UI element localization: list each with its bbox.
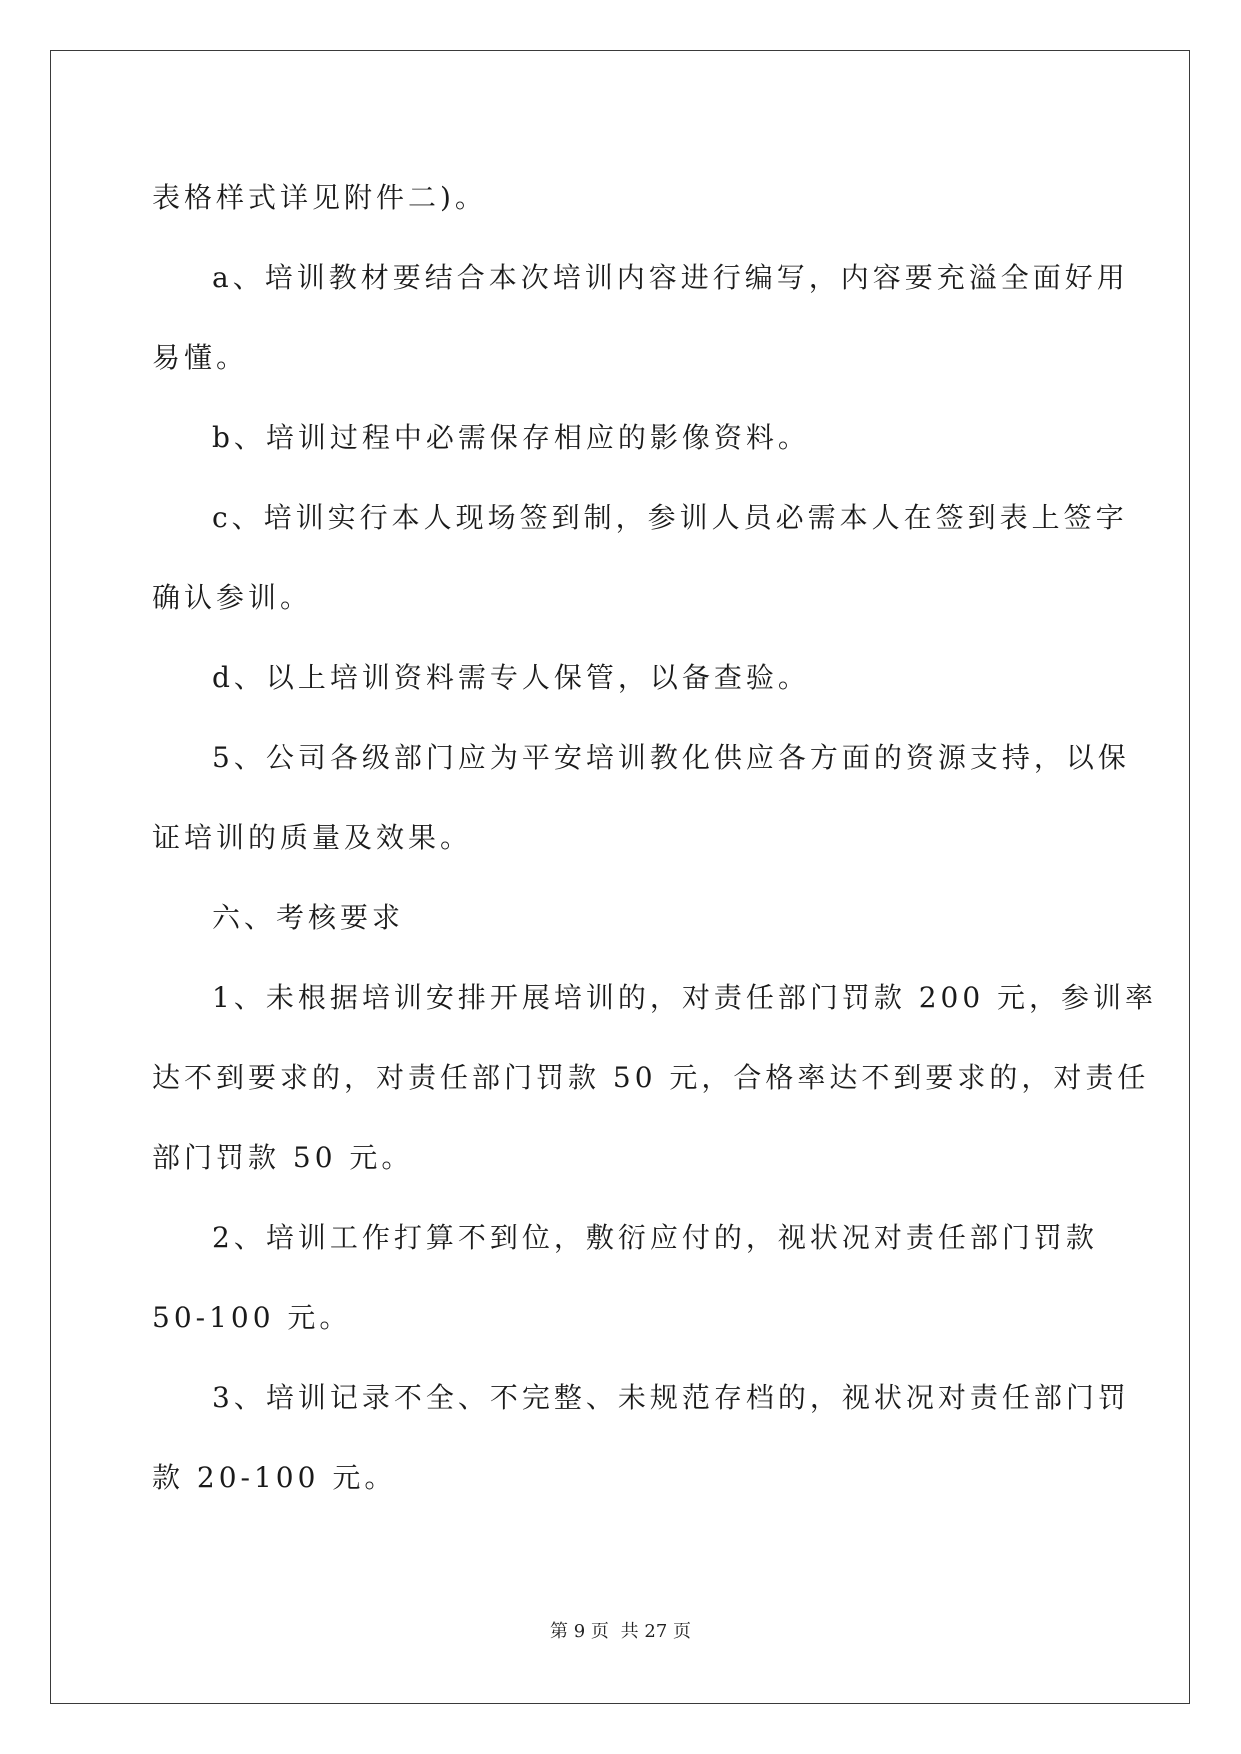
page-total: 共 27 页 <box>620 1621 691 1642</box>
text-line: 3、培训记录不全、不完整、未规范存档的，视状况对责任部门罚 <box>212 1381 1130 1414</box>
text-line: 款 20-100 元。 <box>152 1461 397 1494</box>
page-footer <box>0 1620 1241 1644</box>
text-line: 证培训的质量及效果。 <box>152 821 473 854</box>
text-line: 2、培训工作打算不到位，敷衍应付的，视状况对责任部门罚款 <box>212 1221 1098 1254</box>
text-line: a、培训教材要结合本次培训内容进行编写，内容要充溢全面好用 <box>212 261 1129 294</box>
text-line: 部门罚款 50 元。 <box>152 1141 414 1174</box>
page-number: 第 9 页 <box>550 1621 609 1642</box>
text-line: 表格样式详见附件二)。 <box>152 181 487 214</box>
text-line: 确认参训。 <box>152 581 313 614</box>
text-line: c、培训实行本人现场签到制，参训人员必需本人在签到表上签字 <box>212 501 1128 534</box>
text-line: d、以上培训资料需专人保管，以备查验。 <box>212 661 810 694</box>
text-line: 5、公司各级部门应为平安培训教化供应各方面的资源支持，以保 <box>212 741 1130 774</box>
text-line: 达不到要求的，对责任部门罚款 50 元，合格率达不到要求的，对责任 <box>152 1061 1150 1094</box>
text-line: 1、未根据培训安排开展培训的，对责任部门罚款 200 元，参训率 <box>212 981 1158 1014</box>
text-line: b、培训过程中必需保存相应的影像资料。 <box>212 421 810 454</box>
text-line: 易懂。 <box>152 341 249 374</box>
document-body <box>152 158 1158 1518</box>
text-line: 50-100 元。 <box>152 1301 352 1334</box>
section-heading: 六、考核要求 <box>212 901 405 934</box>
